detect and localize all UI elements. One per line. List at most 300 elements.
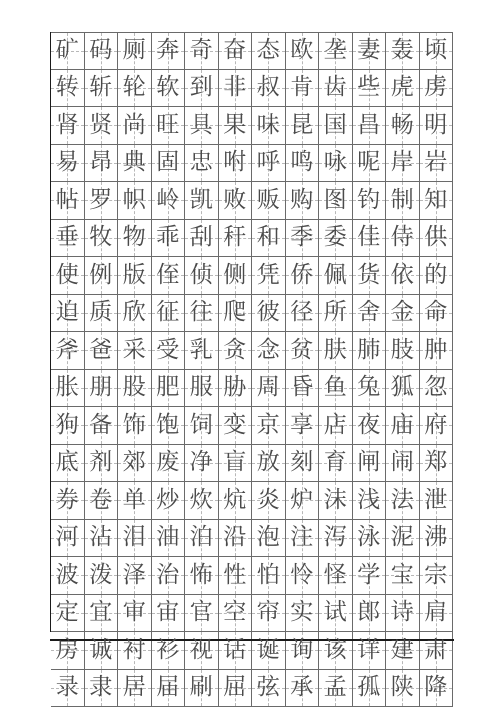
grid-cell [152, 370, 186, 408]
character-glyph: 屈 [223, 676, 246, 699]
grid-cell [219, 145, 253, 183]
grid-cell [85, 295, 119, 333]
grid-cell [185, 595, 219, 633]
grid-cell [185, 482, 219, 520]
grid-cell [353, 445, 387, 483]
character-glyph: 侧 [223, 264, 246, 287]
character-glyph: 闸 [357, 451, 380, 474]
grid-cell [386, 32, 420, 70]
grid-cell [252, 32, 286, 70]
character-glyph: 孤 [357, 676, 380, 699]
character-glyph: 炕 [223, 489, 246, 512]
grid-cell [85, 407, 119, 445]
grid-cell [152, 445, 186, 483]
character-glyph: 底 [56, 451, 79, 474]
character-glyph: 岭 [156, 189, 179, 212]
character-glyph: 具 [190, 114, 213, 137]
character-glyph: 到 [190, 76, 213, 99]
character-glyph: 季 [290, 226, 313, 249]
character-glyph: 浅 [357, 489, 380, 512]
grid-cell [319, 557, 353, 595]
character-glyph: 和 [257, 226, 280, 249]
grid-cell [420, 257, 454, 295]
character-glyph: 佳 [357, 226, 380, 249]
character-glyph: 贩 [257, 189, 280, 212]
character-glyph: 肺 [357, 339, 380, 362]
grid-cell [51, 332, 85, 370]
grid-cell [386, 370, 420, 408]
grid-cell [118, 632, 152, 670]
character-glyph: 帜 [123, 189, 146, 212]
grid-cell [286, 632, 320, 670]
character-glyph: 届 [156, 676, 179, 699]
grid-cell [51, 370, 85, 408]
grid-row [51, 407, 453, 445]
character-glyph: 居 [123, 676, 146, 699]
grid-cell [185, 107, 219, 145]
character-glyph: 贪 [223, 339, 246, 362]
grid-cell [118, 145, 152, 183]
character-glyph: 迫 [56, 301, 79, 324]
grid-cell [152, 407, 186, 445]
character-glyph: 沾 [89, 526, 112, 549]
grid-cell [286, 407, 320, 445]
character-glyph: 矿 [56, 39, 79, 62]
character-glyph: 物 [123, 226, 146, 249]
grid-cell [386, 295, 420, 333]
grid-row [51, 370, 453, 408]
character-glyph: 狐 [391, 376, 414, 399]
grid-cell [118, 295, 152, 333]
grid-row [51, 295, 453, 333]
grid-cell [353, 520, 387, 558]
character-glyph: 径 [290, 301, 313, 324]
character-glyph: 态 [257, 39, 280, 62]
character-glyph: 斩 [89, 76, 112, 99]
character-glyph: 泼 [89, 564, 112, 587]
character-glyph: 鱼 [324, 376, 347, 399]
character-glyph: 审 [123, 601, 146, 624]
character-glyph: 郎 [357, 601, 380, 624]
grid-cell [353, 70, 387, 108]
grid-cell [118, 520, 152, 558]
grid-cell [185, 70, 219, 108]
character-glyph: 怪 [324, 564, 347, 587]
grid-cell [353, 482, 387, 520]
grid-cell [252, 520, 286, 558]
character-glyph: 炒 [156, 489, 179, 512]
character-glyph: 饰 [123, 414, 146, 437]
grid-cell [420, 332, 454, 370]
grid-cell [85, 107, 119, 145]
character-glyph: 炊 [190, 489, 213, 512]
grid-cell [185, 370, 219, 408]
grid-cell [420, 632, 454, 670]
grid-row [51, 70, 453, 108]
grid-cell [286, 670, 320, 707]
grid-cell [152, 332, 186, 370]
grid-cell [51, 70, 85, 108]
grid-cell [252, 595, 286, 633]
grid-cell [219, 595, 253, 633]
character-glyph: 罗 [89, 189, 112, 212]
character-glyph: 舍 [357, 301, 380, 324]
grid-cell [252, 557, 286, 595]
character-glyph: 剂 [89, 451, 112, 474]
character-glyph: 泥 [391, 526, 414, 549]
grid-cell [219, 370, 253, 408]
character-glyph: 录 [56, 676, 79, 699]
character-glyph: 佩 [324, 264, 347, 287]
character-glyph: 往 [190, 301, 213, 324]
character-glyph: 法 [391, 489, 414, 512]
character-glyph: 轰 [391, 39, 414, 62]
character-glyph: 昆 [290, 114, 313, 137]
character-glyph: 注 [290, 526, 313, 549]
grid-cell [185, 295, 219, 333]
character-glyph: 闹 [391, 451, 414, 474]
grid-cell [286, 220, 320, 258]
grid-cell [319, 370, 353, 408]
character-glyph: 沸 [424, 526, 447, 549]
character-glyph: 凯 [190, 189, 213, 212]
grid-cell [353, 107, 387, 145]
character-glyph: 奋 [223, 39, 246, 62]
grid-row [51, 520, 453, 558]
grid-row [51, 670, 453, 707]
grid-cell [319, 332, 353, 370]
grid-cell [219, 445, 253, 483]
character-glyph: 金 [391, 301, 414, 324]
character-glyph: 朋 [89, 376, 112, 399]
character-glyph: 垄 [324, 39, 347, 62]
character-glyph: 厕 [123, 39, 146, 62]
grid-cell [118, 445, 152, 483]
character-glyph: 店 [324, 414, 347, 437]
character-glyph: 泪 [123, 526, 146, 549]
grid-row [51, 332, 453, 370]
character-glyph: 沿 [223, 526, 246, 549]
character-glyph: 侨 [290, 264, 313, 287]
grid-cell [420, 70, 454, 108]
grid-cell [51, 482, 85, 520]
grid-cell [420, 107, 454, 145]
grid-cell [152, 32, 186, 70]
character-glyph: 建 [391, 639, 414, 662]
character-glyph: 孟 [324, 676, 347, 699]
character-glyph: 该 [324, 639, 347, 662]
grid-cell [118, 370, 152, 408]
character-glyph: 话 [223, 639, 246, 662]
character-glyph: 些 [357, 76, 380, 99]
character-glyph: 夜 [357, 414, 380, 437]
grid-cell [420, 32, 454, 70]
character-glyph: 欣 [123, 301, 146, 324]
grid-cell [353, 145, 387, 183]
grid-cell [286, 445, 320, 483]
grid-cell [118, 257, 152, 295]
grid-cell [152, 632, 186, 670]
character-glyph: 呢 [357, 151, 380, 174]
character-glyph: 帖 [56, 189, 79, 212]
grid-cell [353, 595, 387, 633]
character-glyph: 固 [156, 151, 179, 174]
grid-cell [319, 595, 353, 633]
character-glyph: 泡 [257, 526, 280, 549]
character-glyph: 委 [324, 226, 347, 249]
character-glyph: 凭 [257, 264, 280, 287]
character-glyph: 易 [56, 151, 79, 174]
grid-cell [51, 670, 85, 707]
tianzige-practice-grid [50, 32, 453, 632]
character-glyph: 畅 [391, 114, 414, 137]
grid-cell [286, 32, 320, 70]
character-glyph: 治 [156, 564, 179, 587]
grid-cell [420, 145, 454, 183]
grid-cell [319, 632, 353, 670]
character-glyph: 依 [391, 264, 414, 287]
character-glyph: 陕 [391, 676, 414, 699]
grid-cell [252, 70, 286, 108]
character-glyph: 典 [123, 151, 146, 174]
grid-cell [85, 632, 119, 670]
character-glyph: 实 [290, 601, 313, 624]
grid-cell [185, 32, 219, 70]
grid-cell [219, 482, 253, 520]
character-glyph: 沫 [324, 489, 347, 512]
character-glyph: 帘 [257, 601, 280, 624]
grid-cell [185, 257, 219, 295]
grid-cell [185, 145, 219, 183]
grid-row [51, 557, 453, 595]
character-glyph: 尚 [123, 114, 146, 137]
character-glyph: 明 [424, 114, 447, 137]
grid-row [51, 220, 453, 258]
grid-cell [118, 332, 152, 370]
character-glyph: 味 [257, 114, 280, 137]
character-glyph: 房 [56, 639, 79, 662]
character-glyph: 油 [156, 526, 179, 549]
grid-cell [420, 220, 454, 258]
character-glyph: 性 [223, 564, 246, 587]
character-glyph: 贤 [89, 114, 112, 137]
grid-cell [319, 295, 353, 333]
grid-cell [219, 295, 253, 333]
character-glyph: 昏 [290, 376, 313, 399]
grid-cell [353, 670, 387, 707]
character-glyph: 版 [123, 264, 146, 287]
grid-cell [252, 182, 286, 220]
character-glyph: 昌 [357, 114, 380, 137]
grid-cell [286, 482, 320, 520]
character-glyph: 泊 [190, 526, 213, 549]
character-glyph: 垂 [56, 226, 79, 249]
grid-cell [420, 295, 454, 333]
grid-cell [286, 145, 320, 183]
grid-cell [353, 32, 387, 70]
grid-cell [152, 70, 186, 108]
character-glyph: 券 [56, 489, 79, 512]
character-glyph: 京 [257, 414, 280, 437]
character-glyph: 秆 [223, 226, 246, 249]
character-glyph: 购 [290, 189, 313, 212]
grid-row [51, 32, 453, 70]
grid-cell [152, 182, 186, 220]
character-glyph: 炉 [290, 489, 313, 512]
character-glyph: 变 [223, 414, 246, 437]
character-glyph: 侦 [190, 264, 213, 287]
character-glyph: 斧 [56, 339, 79, 362]
character-glyph: 隶 [89, 676, 112, 699]
grid-cell [85, 595, 119, 633]
grid-row [51, 107, 453, 145]
grid-cell [51, 182, 85, 220]
character-glyph: 空 [223, 601, 246, 624]
character-glyph: 诚 [89, 639, 112, 662]
character-glyph: 国 [324, 114, 347, 137]
grid-cell [353, 220, 387, 258]
grid-cell [286, 182, 320, 220]
character-glyph: 郊 [123, 451, 146, 474]
grid-cell [51, 595, 85, 633]
grid-cell [152, 295, 186, 333]
character-glyph: 叔 [257, 76, 280, 99]
character-glyph: 忽 [424, 376, 447, 399]
grid-cell [252, 482, 286, 520]
character-glyph: 旺 [156, 114, 179, 137]
character-glyph: 征 [156, 301, 179, 324]
character-glyph: 所 [324, 301, 347, 324]
grid-cell [85, 257, 119, 295]
grid-cell [118, 32, 152, 70]
character-glyph: 败 [223, 189, 246, 212]
grid-cell [51, 295, 85, 333]
character-glyph: 受 [156, 339, 179, 362]
grid-cell [386, 257, 420, 295]
grid-cell [219, 70, 253, 108]
character-glyph: 念 [257, 339, 280, 362]
character-glyph: 爸 [89, 339, 112, 362]
grid-cell [353, 182, 387, 220]
grid-cell [185, 520, 219, 558]
character-glyph: 转 [56, 76, 79, 99]
character-glyph: 肩 [424, 601, 447, 624]
character-glyph: 泽 [123, 564, 146, 587]
grid-cell [118, 182, 152, 220]
character-glyph: 庙 [391, 414, 414, 437]
grid-cell [51, 257, 85, 295]
grid-cell [185, 670, 219, 707]
grid-cell [85, 182, 119, 220]
character-glyph: 虏 [424, 76, 447, 99]
character-glyph: 兔 [357, 376, 380, 399]
grid-cell [252, 295, 286, 333]
grid-cell [420, 595, 454, 633]
grid-cell [319, 107, 353, 145]
character-glyph: 贫 [290, 339, 313, 362]
grid-cell [118, 670, 152, 707]
character-glyph: 质 [89, 301, 112, 324]
grid-cell [252, 445, 286, 483]
grid-cell [118, 595, 152, 633]
grid-cell [386, 632, 420, 670]
grid-cell [286, 332, 320, 370]
grid-cell [185, 445, 219, 483]
grid-cell [420, 482, 454, 520]
grid-cell [353, 370, 387, 408]
grid-cell [51, 632, 85, 670]
character-glyph: 肃 [424, 639, 447, 662]
character-glyph: 降 [424, 676, 447, 699]
character-glyph: 胀 [56, 376, 79, 399]
grid-row [51, 632, 453, 670]
grid-cell [319, 445, 353, 483]
grid-cell [219, 220, 253, 258]
grid-cell [420, 445, 454, 483]
character-glyph: 咏 [324, 151, 347, 174]
character-glyph: 刻 [290, 451, 313, 474]
character-glyph: 卷 [89, 489, 112, 512]
grid-cell [51, 107, 85, 145]
character-glyph: 的 [424, 264, 447, 287]
character-glyph: 炎 [257, 489, 280, 512]
grid-cell [252, 332, 286, 370]
character-glyph: 侄 [156, 264, 179, 287]
grid-cell [420, 557, 454, 595]
grid-cell [286, 107, 320, 145]
character-glyph: 定 [56, 601, 79, 624]
grid-cell [118, 107, 152, 145]
grid-cell [319, 407, 353, 445]
grid-cell [185, 407, 219, 445]
grid-cell [252, 670, 286, 707]
grid-cell [219, 520, 253, 558]
grid-cell [353, 257, 387, 295]
character-glyph: 波 [56, 564, 79, 587]
character-glyph: 衬 [123, 639, 146, 662]
character-glyph: 净 [190, 451, 213, 474]
grid-cell [51, 145, 85, 183]
grid-cell [252, 145, 286, 183]
grid-cell [319, 220, 353, 258]
grid-row [51, 445, 453, 483]
grid-cell [118, 220, 152, 258]
character-glyph: 备 [89, 414, 112, 437]
grid-cell [219, 257, 253, 295]
grid-cell [185, 220, 219, 258]
grid-cell [420, 520, 454, 558]
character-glyph: 肢 [391, 339, 414, 362]
character-glyph: 郑 [424, 451, 447, 474]
grid-cell [85, 145, 119, 183]
grid-row [51, 257, 453, 295]
grid-cell [152, 145, 186, 183]
character-glyph: 狗 [56, 414, 79, 437]
grid-cell [386, 332, 420, 370]
character-glyph: 彼 [257, 301, 280, 324]
character-glyph: 怖 [190, 564, 213, 587]
grid-row [51, 182, 453, 220]
character-glyph: 钓 [357, 189, 380, 212]
grid-cell [51, 445, 85, 483]
character-glyph: 使 [56, 264, 79, 287]
character-glyph: 制 [391, 189, 414, 212]
grid-cell [85, 445, 119, 483]
grid-cell [118, 407, 152, 445]
character-glyph: 宙 [156, 601, 179, 624]
grid-cell [386, 445, 420, 483]
grid-cell [152, 220, 186, 258]
